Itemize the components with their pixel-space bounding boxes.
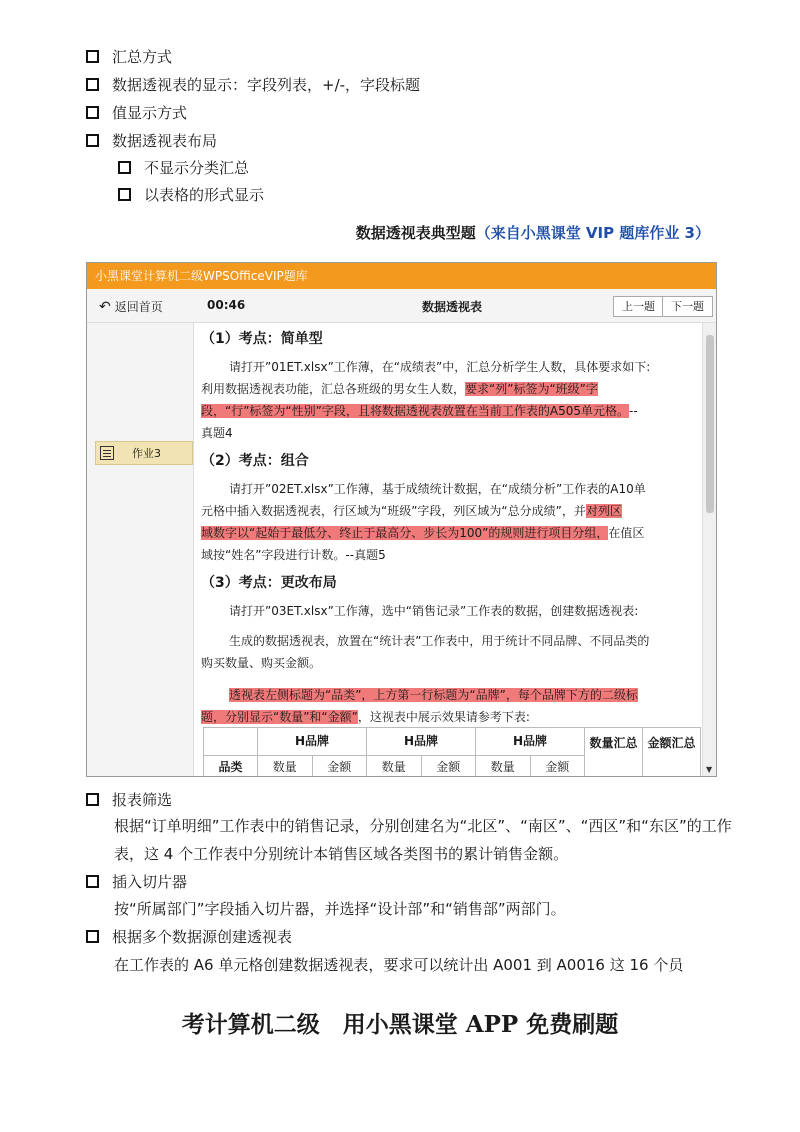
text-run: 元格中插入数据透视表，行区域为“班级”字段，列区域为“总分成绩”，并: [201, 504, 586, 518]
checklist-item: [86, 130, 217, 151]
checkbox-icon: [86, 930, 99, 943]
checklist-label: 数据透视表的显示：字段列表，+/-，字段标题: [112, 76, 421, 94]
checkbox-icon: [86, 78, 99, 91]
table-cell: [204, 728, 258, 756]
highlighted-text: 段，“行”标签为“性别”字段，且将数据透视表放置在当前工作表的A505单元格。: [201, 404, 629, 418]
checklist-item: [86, 789, 172, 810]
row-header: 品类: [204, 756, 258, 777]
question-line: 请打开”02ET.xlsx”工作薄，基于成绩统计数据，在“成绩分析”工作表的A10单: [229, 482, 646, 496]
question-line: 购买数量、购买金额。: [201, 656, 322, 670]
question-heading: （3）考点：更改布局: [201, 575, 337, 591]
question-line: [201, 501, 702, 523]
next-question-button[interactable]: 下一题: [662, 296, 713, 317]
highlighted-text: 题，分别显示“数量”和“金额”: [201, 710, 358, 724]
checklist-label: 值显示方式: [112, 104, 188, 122]
brand-header: H品牌: [258, 728, 367, 756]
checklist-description: 按“所属部门”字段插入切片器，并选择“设计部”和“销售部”两部门。: [114, 900, 566, 918]
timer: 00:46: [207, 298, 246, 312]
checklist-label: 插入切片器: [112, 873, 188, 891]
checkbox-icon: [86, 875, 99, 888]
checklist-label: 数据透视表布局: [112, 132, 218, 150]
question-line: 请打开”01ET.xlsx”工作薄，在“成绩表”中，汇总分析学生人数，具体要求如下:: [229, 360, 651, 374]
qty-total-header: 数量汇总: [585, 728, 643, 777]
checkbox-icon: [86, 793, 99, 806]
question-line: 域按“姓名”字段进行计数。--真题5: [201, 548, 386, 562]
checkbox-icon: [86, 134, 99, 147]
checklist-description: 在工作表的 A6 单元格创建数据透视表，要求可以统计出 A001 到 A0016 这 16 个员: [114, 956, 684, 974]
question-line: [201, 379, 702, 401]
checklist-item: [86, 74, 420, 95]
scrollbar[interactable]: [702, 323, 716, 776]
back-home-button[interactable]: [99, 298, 163, 315]
scroll-down-icon[interactable]: ▼: [706, 765, 713, 774]
table-cell: 数量: [258, 756, 313, 777]
footer-slogan: 考计算机二级 用小黑课堂 APP 免费刷题: [181, 1011, 619, 1038]
checklist-label: 汇总方式: [112, 48, 173, 66]
checkbox-icon: [118, 161, 131, 174]
question-heading: （2）考点：组合: [201, 453, 309, 469]
checkbox-icon: [86, 50, 99, 63]
scrollbar-thumb[interactable]: [706, 335, 714, 513]
brand-header: H品牌: [476, 728, 585, 756]
table-cell: 数量: [367, 756, 422, 777]
sidebar: [87, 323, 194, 776]
highlighted-text: 域数字以“起始于最低分、终止于最高分、步长为100”的规则进行项目分组，: [201, 526, 609, 540]
question-line: [229, 685, 702, 707]
question-content: [195, 323, 702, 776]
highlighted-text: 要求“列”标签为“班级”字: [465, 382, 598, 396]
text-run: 利用数据透视表功能，汇总各班级的男女生人数，: [201, 382, 466, 396]
highlighted-text: 对列区: [585, 504, 622, 518]
checklist-description: 根据“订单明细”工作表中的销售记录，分别创建名为“北区”、“南区”、“西区”和“东区”的工作表，这 4 个工作表中分别统计本销售区域各类图书的累计销售金额。: [114, 817, 732, 863]
table-cell: 金额: [530, 756, 585, 777]
question-line: 请打开”03ET.xlsx”工作薄，选中“销售记录”工作表的数据，创建数据透视表:: [229, 604, 639, 618]
question-line: [201, 523, 702, 545]
table-cell: 金额: [421, 756, 476, 777]
checklist-item: [86, 102, 187, 123]
window-title: 小黑课堂计算机二级WPSOfficeVIP题库: [87, 263, 716, 289]
checkbox-icon: [86, 106, 99, 119]
question-line: [201, 707, 702, 729]
text-run: 在值区: [608, 526, 645, 540]
page-title: 数据透视表: [422, 300, 483, 314]
text-run: ，这视表中展示效果请参考下表:: [357, 710, 530, 724]
sidebar-item-homework3[interactable]: [95, 441, 193, 465]
app-screenshot: [86, 262, 717, 777]
checklist-item: [86, 46, 172, 67]
checklist-label: 不显示分类汇总: [144, 159, 250, 177]
table-cell: 金额: [312, 756, 367, 777]
section-title-main: 数据透视表典型题: [355, 224, 476, 242]
highlighted-text: 透视表左侧标题为“品类”，上方第一行标题为“品牌”，每个品牌下方的二级标: [229, 688, 638, 702]
back-label: 返回首页: [114, 300, 163, 314]
table-cell: 数量: [476, 756, 531, 777]
checkbox-icon: [118, 188, 131, 201]
section-title: [356, 222, 710, 243]
text-run: --: [628, 404, 638, 418]
checklist-item: [86, 926, 292, 947]
question-line: 生成的数据透视表，放置在“统计表”工作表中，用于统计不同品牌、不同品类的: [229, 634, 650, 648]
checklist-label: 报表筛选: [112, 791, 173, 809]
prev-question-button[interactable]: 上一题: [613, 296, 664, 317]
amount-total-header: 金额汇总: [643, 728, 701, 777]
sample-pivot-table: [203, 727, 701, 776]
question-line: 真题4: [201, 426, 233, 440]
nav-bar: [87, 289, 716, 323]
sidebar-item-label: 作业3: [132, 447, 161, 460]
question-heading: （1）考点：简单型: [201, 331, 323, 347]
back-arrow-icon: ↶: [99, 298, 111, 315]
section-title-source: （来自小黑课堂 VIP 题库作业 3）: [475, 224, 710, 242]
sub-checklist-item: [118, 157, 249, 178]
checklist-label: 根据多个数据源创建透视表: [112, 928, 293, 946]
sub-checklist-item: [118, 184, 264, 205]
brand-header: H品牌: [367, 728, 476, 756]
checklist-label: 以表格的形式显示: [144, 186, 265, 204]
checklist-item: [86, 871, 187, 892]
question-line: [201, 401, 702, 423]
document-icon: [100, 446, 114, 460]
